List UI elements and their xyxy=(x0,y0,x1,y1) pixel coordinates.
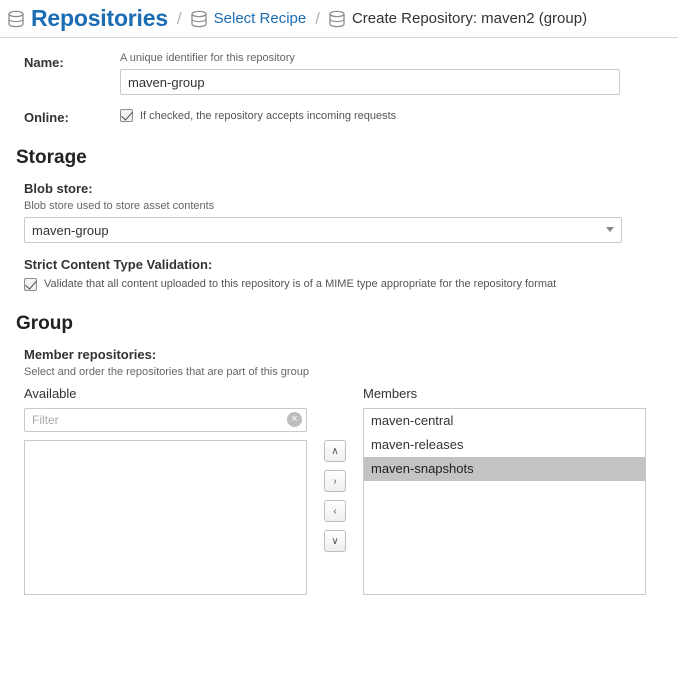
online-checkbox-text: If checked, the repository accepts incoming requests xyxy=(140,109,397,122)
available-filter-wrapper xyxy=(24,408,307,432)
list-item[interactable]: maven-central xyxy=(371,413,454,428)
storage-heading: Storage xyxy=(16,147,87,168)
members-listbox[interactable] xyxy=(363,408,646,595)
member-repositories-label: Member repositories: xyxy=(24,347,157,362)
available-title: Available xyxy=(24,386,77,401)
member-repositories-transfer xyxy=(16,386,662,595)
online-field-row xyxy=(16,107,662,125)
breadcrumb-separator-1: / xyxy=(176,8,182,28)
online-checkbox[interactable] xyxy=(120,109,133,122)
name-field-row xyxy=(16,52,662,95)
database-icon-step xyxy=(191,10,207,28)
strict-validation-checkbox[interactable] xyxy=(24,278,37,291)
list-item[interactable]: maven-releases xyxy=(371,437,464,452)
strict-validation-row xyxy=(24,257,662,291)
breadcrumb-current: Create Repository: maven2 (group) xyxy=(351,10,588,27)
list-item[interactable]: maven-snapshots xyxy=(364,457,645,481)
members-column xyxy=(363,386,646,595)
transfer-buttons xyxy=(307,386,363,595)
clear-filter-icon[interactable]: × xyxy=(287,412,302,427)
database-icon xyxy=(8,10,24,28)
name-label: Name: xyxy=(24,55,64,70)
strict-validation-label: Strict Content Type Validation: xyxy=(24,257,213,272)
blob-store-select[interactable] xyxy=(24,217,622,243)
database-icon-current xyxy=(329,10,345,28)
member-repositories-hint: Select and order the repositories that are part of this group xyxy=(24,366,309,378)
name-input[interactable] xyxy=(120,69,620,95)
available-listbox[interactable] xyxy=(24,440,307,595)
blob-store-label: Blob store: xyxy=(24,181,93,196)
group-heading: Group xyxy=(16,313,73,334)
blob-store-hint: Blob store used to store asset contents xyxy=(24,200,215,212)
online-label: Online: xyxy=(24,110,69,125)
available-filter-input[interactable] xyxy=(24,408,307,432)
name-hint: A unique identifier for this repository xyxy=(120,52,295,64)
move-right-button[interactable]: › xyxy=(324,470,346,492)
move-left-button[interactable]: ‹ xyxy=(324,500,346,522)
blob-store-select-wrapper xyxy=(24,217,622,243)
available-column xyxy=(24,386,307,595)
breadcrumb-separator-2: / xyxy=(315,8,320,28)
breadcrumb xyxy=(0,0,678,38)
members-title: Members xyxy=(363,386,418,401)
breadcrumb-root[interactable]: Repositories xyxy=(31,5,168,31)
move-up-button[interactable]: ∧ xyxy=(324,440,346,462)
repository-form xyxy=(0,38,678,595)
move-down-button[interactable]: ∨ xyxy=(324,530,346,552)
breadcrumb-select-recipe[interactable]: Select Recipe xyxy=(213,10,307,27)
strict-validation-text: Validate that all content uploaded to this repository is of a MIME type appropriate for the repository format xyxy=(44,278,557,290)
